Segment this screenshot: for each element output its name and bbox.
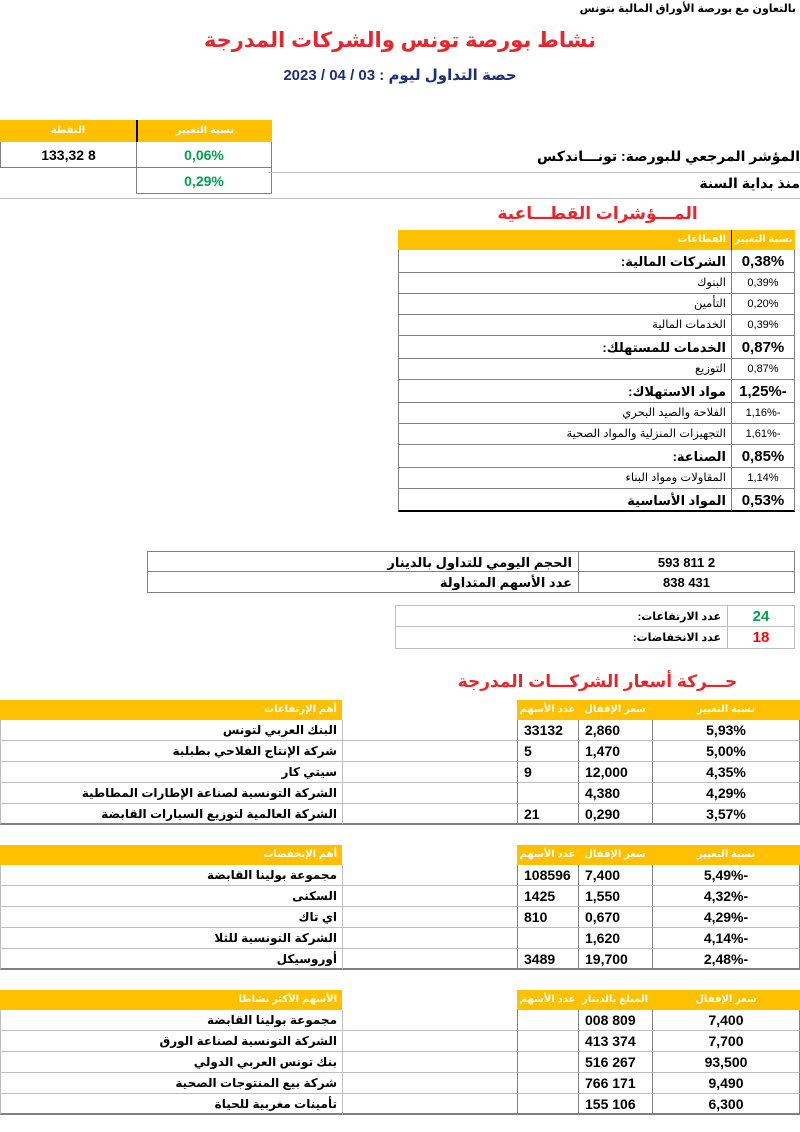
loser-name: مجموعة بولينا القابضة bbox=[0, 865, 342, 886]
gainer-change: 4,29% bbox=[652, 783, 800, 804]
table-row bbox=[147, 572, 795, 593]
top-gainers-table bbox=[0, 700, 800, 825]
table-row bbox=[0, 720, 800, 741]
sector-change: -1,25% bbox=[731, 380, 795, 403]
cooperation-note: بالتعاون مع بورصة الأوراق المالية بتونس bbox=[579, 3, 796, 15]
page-title: نشاط بورصة تونس والشركات المدرجة bbox=[203, 29, 597, 52]
sector-change: 0,39% bbox=[731, 273, 795, 294]
index-change-value: 0,06% bbox=[136, 142, 272, 168]
shares-traded-value: 431 838 bbox=[578, 572, 795, 593]
losers-price-header: سعر الإقفال bbox=[578, 845, 652, 865]
active-price: 9,490 bbox=[652, 1073, 800, 1094]
active-amount: 267 516 bbox=[578, 1052, 652, 1073]
gainers-price-header: سعر الإقفال bbox=[578, 700, 652, 720]
sector-name: الخدمات المالية bbox=[398, 315, 731, 336]
loser-name: اي تاك bbox=[0, 907, 342, 928]
sector-indices-table bbox=[398, 230, 795, 512]
table-row bbox=[0, 762, 800, 783]
sector-change: 0,85% bbox=[731, 445, 795, 468]
loser-qty: 108596 bbox=[517, 865, 578, 886]
table-row bbox=[0, 949, 800, 970]
advances-count-value: 24 bbox=[727, 605, 795, 627]
gainer-spacer bbox=[342, 804, 517, 825]
divider bbox=[0, 198, 800, 199]
index-points-header: النقطة bbox=[0, 120, 136, 142]
active-amount: 171 766 bbox=[578, 1073, 652, 1094]
most-active-price-header: سعر الإقفال bbox=[652, 990, 800, 1010]
losers-header-row bbox=[0, 845, 800, 865]
active-price: 93,500 bbox=[652, 1052, 800, 1073]
advances-count-label: عدد الارتفاعات: bbox=[395, 605, 727, 627]
active-name: الشركة التونسية لصناعة الورق bbox=[0, 1031, 342, 1052]
gainers-title-header: أهم الإرتفاعات bbox=[0, 700, 342, 720]
gainers-qty-header: عدد الأسهم bbox=[517, 700, 578, 720]
most-active-header-row bbox=[0, 990, 800, 1010]
gainer-price: 0,290 bbox=[578, 804, 652, 825]
sector-change-header: نسبة التغيير bbox=[731, 230, 795, 250]
table-row bbox=[0, 1031, 800, 1052]
loser-spacer bbox=[342, 949, 517, 970]
active-qty bbox=[517, 1031, 578, 1052]
loser-price: 1,550 bbox=[578, 886, 652, 907]
index-ytd-change-value: 0,29% bbox=[136, 168, 272, 194]
daily-volume-value: 2 811 593 bbox=[578, 551, 795, 572]
most-active-title-header: الأسهم الأكثر نشاطا bbox=[0, 990, 342, 1010]
loser-spacer bbox=[342, 865, 517, 886]
table-row bbox=[0, 928, 800, 949]
table-row bbox=[147, 551, 795, 572]
table-row bbox=[398, 250, 795, 273]
gainers-change-header: نسبة التغيير bbox=[652, 700, 800, 720]
active-qty bbox=[517, 1052, 578, 1073]
table-row bbox=[0, 1073, 800, 1094]
gainer-change: 3,57% bbox=[652, 804, 800, 825]
loser-name: السكنى bbox=[0, 886, 342, 907]
loser-change: -4,32% bbox=[652, 886, 800, 907]
sector-name-header: القطاعات bbox=[398, 230, 731, 250]
gainer-price: 1,470 bbox=[578, 741, 652, 762]
losers-qty-header: عدد الأسهم bbox=[517, 845, 578, 865]
index-table-header-row bbox=[0, 120, 272, 142]
top-losers-table bbox=[0, 845, 800, 970]
sector-change: 0,87% bbox=[731, 336, 795, 359]
sector-change: 0,38% bbox=[731, 250, 795, 273]
losers-change-header: نسبة التغيير bbox=[652, 845, 800, 865]
active-name: شركة بيع المنتوجات الصحية bbox=[0, 1073, 342, 1094]
sector-section-heading: المـــؤشرات القطـــاعية bbox=[497, 204, 698, 223]
table-row bbox=[398, 380, 795, 403]
losers-spacer-header bbox=[342, 845, 517, 865]
gainer-name: البنك العربي لتونس bbox=[0, 720, 342, 741]
sector-change: 0,20% bbox=[731, 294, 795, 315]
loser-name: أوروسيكل bbox=[0, 949, 342, 970]
table-row bbox=[398, 489, 795, 512]
active-spacer bbox=[342, 1010, 517, 1031]
table-row bbox=[398, 424, 795, 445]
loser-price: 0,670 bbox=[578, 907, 652, 928]
loser-change: -4,14% bbox=[652, 928, 800, 949]
loser-price: 19,700 bbox=[578, 949, 652, 970]
advance-decline-table bbox=[395, 605, 795, 649]
sector-change: 1,14% bbox=[731, 468, 795, 489]
sector-name: مواد الاستهلاك: bbox=[398, 380, 731, 403]
gainer-change: 4,35% bbox=[652, 762, 800, 783]
shares-traded-label: عدد الأسهم المتداولة bbox=[147, 572, 578, 593]
loser-spacer bbox=[342, 907, 517, 928]
losers-title-header: أهم الإنخفضات bbox=[0, 845, 342, 865]
table-row bbox=[0, 1052, 800, 1073]
sector-name: الصناعة: bbox=[398, 445, 731, 468]
gainer-name: سيتي كار bbox=[0, 762, 342, 783]
gainer-qty: 33132 bbox=[517, 720, 578, 741]
sector-change: 0,87% bbox=[731, 359, 795, 380]
table-row bbox=[398, 445, 795, 468]
gainer-spacer bbox=[342, 720, 517, 741]
sector-change: 0,53% bbox=[731, 489, 795, 512]
table-row bbox=[398, 403, 795, 424]
active-qty bbox=[517, 1073, 578, 1094]
active-spacer bbox=[342, 1073, 517, 1094]
gainer-qty: 21 bbox=[517, 804, 578, 825]
sector-name: المواد الأساسية bbox=[398, 489, 731, 512]
active-spacer bbox=[342, 1031, 517, 1052]
loser-price: 1,620 bbox=[578, 928, 652, 949]
table-row bbox=[0, 804, 800, 825]
gainer-qty: 9 bbox=[517, 762, 578, 783]
sector-name: الشركات المالية: bbox=[398, 250, 731, 273]
loser-qty bbox=[517, 928, 578, 949]
loser-qty: 810 bbox=[517, 907, 578, 928]
most-active-qty-header: عدد الأسهم bbox=[517, 990, 578, 1010]
table-row bbox=[398, 273, 795, 294]
gainer-change: 5,93% bbox=[652, 720, 800, 741]
table-row bbox=[0, 1010, 800, 1031]
loser-spacer bbox=[342, 886, 517, 907]
sector-name: الفلاحة والصيد البحري bbox=[398, 403, 731, 424]
gainer-price: 4,380 bbox=[578, 783, 652, 804]
gainer-price: 12,000 bbox=[578, 762, 652, 783]
active-amount: 809 008 bbox=[578, 1010, 652, 1031]
loser-spacer bbox=[342, 928, 517, 949]
loser-qty: 3489 bbox=[517, 949, 578, 970]
active-name: تأمينات مغربية للحياة bbox=[0, 1094, 342, 1115]
gainer-qty bbox=[517, 783, 578, 804]
sector-name: الخدمات للمستهلك: bbox=[398, 336, 731, 359]
active-price: 6,300 bbox=[652, 1094, 800, 1115]
gainers-header-row bbox=[0, 700, 800, 720]
sector-change: -1,61% bbox=[731, 424, 795, 445]
gainer-name: الشركة التونسية لصناعة الإطارات المطاطية bbox=[0, 783, 342, 804]
session-date: حصة التداول ليوم : 03 / 04 / 2023 bbox=[283, 67, 517, 84]
table-row bbox=[0, 886, 800, 907]
most-active-amount-header: المبلغ بالدينار bbox=[578, 990, 652, 1010]
daily-volume-label: الحجم اليومي للتداول بالدينار bbox=[147, 551, 578, 572]
table-row bbox=[398, 294, 795, 315]
most-active-table bbox=[0, 990, 800, 1115]
gainer-qty: 5 bbox=[517, 741, 578, 762]
sector-name: التأمين bbox=[398, 294, 731, 315]
index-points-value: 8 133,32 bbox=[0, 142, 136, 168]
loser-change: -4,29% bbox=[652, 907, 800, 928]
table-row bbox=[398, 315, 795, 336]
gainer-spacer bbox=[342, 741, 517, 762]
most-active-spacer-header bbox=[342, 990, 517, 1010]
loser-name: الشركة التونسية للثلا bbox=[0, 928, 342, 949]
table-row bbox=[0, 865, 800, 886]
active-amount: 106 155 bbox=[578, 1094, 652, 1115]
table-row bbox=[0, 741, 800, 762]
declines-count-value: 18 bbox=[727, 627, 795, 649]
table-row bbox=[398, 359, 795, 380]
divider bbox=[268, 172, 800, 173]
active-qty bbox=[517, 1094, 578, 1115]
active-spacer bbox=[342, 1052, 517, 1073]
gainers-spacer-header bbox=[342, 700, 517, 720]
sector-name: التوزيع bbox=[398, 359, 731, 380]
table-row bbox=[0, 1094, 800, 1115]
active-price: 7,700 bbox=[652, 1031, 800, 1052]
active-name: بنك تونس العربي الدولي bbox=[0, 1052, 342, 1073]
prices-section-heading: حـــركة أسعار الشركـــات المدرجة bbox=[457, 672, 738, 691]
index-label-ytd: منذ بداية السنة bbox=[699, 175, 800, 191]
gainer-price: 2,860 bbox=[578, 720, 652, 741]
gainer-spacer bbox=[342, 762, 517, 783]
sector-name: البنوك bbox=[398, 273, 731, 294]
index-label-tunindex: المؤشر المرجعي للبورصة: تونـــاندكس bbox=[536, 148, 800, 164]
sector-change: -1,16% bbox=[731, 403, 795, 424]
loser-price: 7,400 bbox=[578, 865, 652, 886]
table-row bbox=[0, 907, 800, 928]
loser-change: -2,48% bbox=[652, 949, 800, 970]
gainer-name: شركة الإنتاج الفلاحي بطبلبة bbox=[0, 741, 342, 762]
table-row bbox=[398, 336, 795, 359]
active-price: 7,400 bbox=[652, 1010, 800, 1031]
gainer-spacer bbox=[342, 783, 517, 804]
sector-change: 0,39% bbox=[731, 315, 795, 336]
loser-change: -5,49% bbox=[652, 865, 800, 886]
loser-qty: 1425 bbox=[517, 886, 578, 907]
sector-table-header-row bbox=[398, 230, 795, 250]
active-name: مجموعة بولينا القابضة bbox=[0, 1010, 342, 1031]
declines-count-label: عدد الانخفاضات: bbox=[395, 627, 727, 649]
table-row bbox=[395, 627, 795, 649]
daily-statistics-table bbox=[147, 551, 795, 593]
sector-name: المقاولات ومواد البناء bbox=[398, 468, 731, 489]
active-spacer bbox=[342, 1094, 517, 1115]
gainer-change: 5,00% bbox=[652, 741, 800, 762]
table-row bbox=[398, 468, 795, 489]
table-row bbox=[0, 783, 800, 804]
table-row bbox=[395, 605, 795, 627]
active-qty bbox=[517, 1010, 578, 1031]
active-amount: 374 413 bbox=[578, 1031, 652, 1052]
gainer-name: الشركة العالمية لتوزيع السيارات القابضة bbox=[0, 804, 342, 825]
sector-name: التجهيزات المنزلية والمواد الصحية bbox=[398, 424, 731, 445]
index-change-header: نسبة التغيير bbox=[136, 120, 272, 142]
